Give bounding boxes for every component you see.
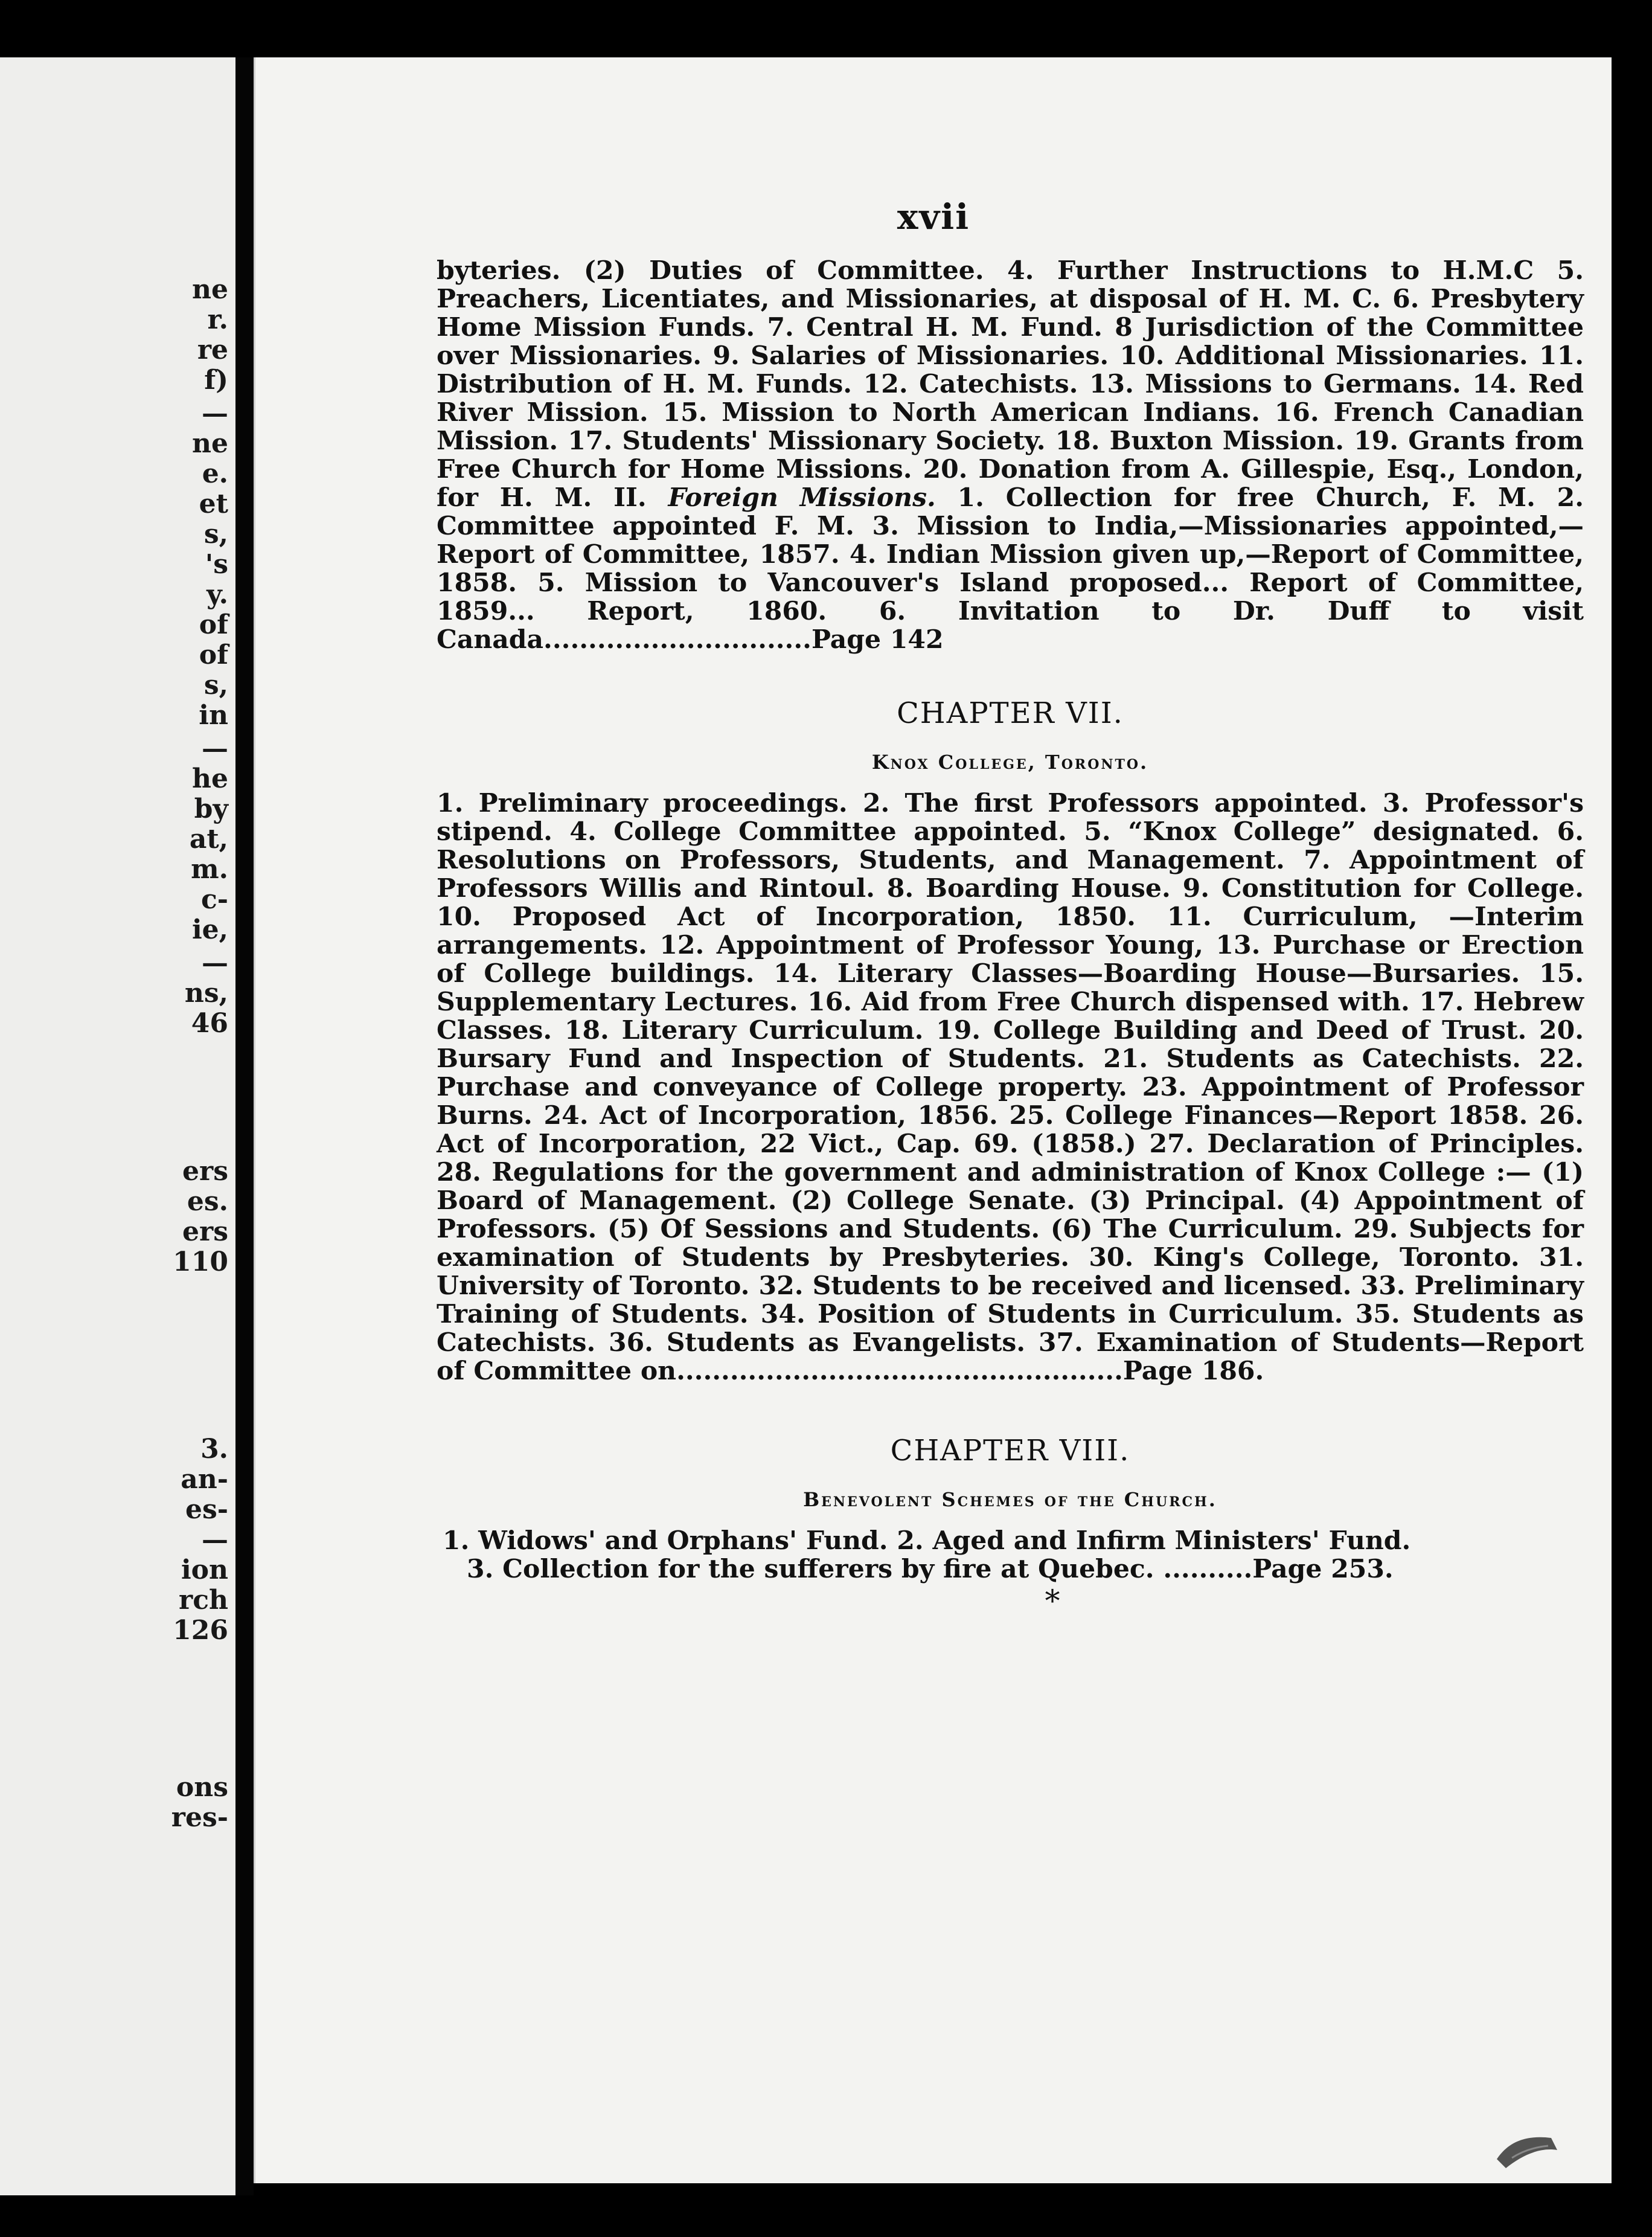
chapter-7-entries: 1. Preliminary proceedings. 2. The first Professors appointed. 3. Professor's stipend. 4. College Committee appointed. 5. “Knox College” designated. 6. Resolutions on Professors, Students, and Management. 7. Appointment of Professors Willis and Rintoul. 8. Boarding House. 9. Constitution for College. 10. Proposed Act of Incorporation, 1850. 11. Curriculum, —Interim arrangements. 12. Appointment of Professor Young, 13. Purchase or Erection of College buildings. 14. Literary Classes—Boarding House—Bursaries. 15. Supplementary Lectures. 16. Aid from Free Church dispensed with. 17. Hebrew Classes. 18. Literary Curriculum. 19. College Building and Deed of Trust. 20. Bursary Fund and Inspection of Students. 21. Students as Catechists. 22. Purchase and conveyance of College property. 23. Appointment of Professor Burns. 24. Act of Incorporation, 1856. 25. College Finances—Report 1858. 26. Act of Incorporation, 22 Vict., Cap. 69. (1858.) 27. Declaration of Principles. 28. Regulations for the government and administration of Knox College :— (1) Board of Management. (2) College Senate. (3) Principal. (4) Appointment of Professors. (5) Of Sessions and Students. (6) The Curriculum. 29. Subjects for examination of Students by Presbyteries. 30. King's College, Toronto. 31. University of Toronto. 32. Students to be received and licensed. 33. Preliminary Training of Students. 34. Position of Students in Curriculum. 35. Students as Catechists. 36. Students as Evangelists. 37. Examination of Students—Report of Committee on..................................................Page 186. bbox=[437, 788, 1584, 1386]
left-page-fragment: in bbox=[199, 700, 228, 731]
left-page-fragment: es. bbox=[187, 1186, 228, 1217]
chapter-8-heading: CHAPTER VIII. bbox=[890, 1434, 1130, 1468]
chapter-8-title: Benevolent Schemes of the Church. bbox=[803, 1488, 1217, 1511]
left-page-fragment: 3. bbox=[200, 1434, 228, 1465]
chapter-7-heading: CHAPTER VII. bbox=[897, 696, 1124, 730]
left-page-fragment: of bbox=[199, 640, 228, 670]
left-page-fragment: 126 bbox=[173, 1615, 228, 1646]
book-gutter bbox=[235, 57, 254, 2195]
left-page-fragment: — bbox=[202, 948, 228, 978]
home-missions-entries bbox=[437, 257, 1584, 654]
left-page-fragment: of bbox=[199, 609, 228, 640]
left-page-fragment: 110 bbox=[173, 1247, 228, 1277]
left-page-fragment: e. bbox=[202, 458, 228, 489]
left-page-fragment: ers bbox=[182, 1156, 228, 1187]
left-page-fragment: rch bbox=[179, 1585, 228, 1616]
left-page-fragment: re bbox=[197, 335, 228, 365]
foreign-missions-label: Foreign Missions. bbox=[668, 483, 936, 513]
left-page-fragment: r. bbox=[207, 304, 228, 335]
chapter-8-line-1: 1. Widows' and Orphans' Fund. 2. Aged and Infirm Ministers' Fund. bbox=[443, 1526, 1411, 1556]
left-page-fragment: es- bbox=[185, 1494, 228, 1525]
home-missions-text: byteries. (2) Duties of Committee. 4. Further Instructions to H.M.C 5. Preachers, Licentiates, and Missionaries, at disposal of H. M. C. 6. Presbytery Home Mission Funds. 7. Central H. M. Fund. 8 Jurisdiction of the Committee over Missionaries. 9. Salaries of Missionaries. 10. Additional Missionaries. 11. Distribution of H. M. Funds. 12. Catechists. 13. Missions to Germans. 14. Red River Mission. 15. Mission to North American Indians. 16. French Canadian Mission. 17. Students' Missionary Society. 18. Buxton Mission. 19. Grants from Free Church for Home Missions. 20. Donation from A. Gillespie, Esq., London, for H. M. II. bbox=[437, 255, 1584, 513]
page-number: xvii bbox=[897, 196, 970, 237]
left-page-fragment: ers bbox=[182, 1216, 228, 1247]
page-corner-smudge-icon bbox=[1491, 2123, 1563, 2171]
right-page bbox=[254, 57, 1612, 2183]
left-page-fragment: by bbox=[194, 794, 228, 824]
left-page-fragment: s, bbox=[203, 670, 228, 701]
left-page-fragment: c- bbox=[200, 884, 228, 915]
left-page-fragment: ion bbox=[181, 1555, 228, 1585]
left-page-fragment: m. bbox=[191, 854, 228, 885]
left-page-fragment: ns, bbox=[184, 978, 228, 1009]
left-page-fragment: ons bbox=[176, 1772, 228, 1803]
left-page-fragment: res- bbox=[171, 1802, 228, 1833]
left-page-fragment: at, bbox=[189, 824, 228, 855]
left-page-fragment: s, bbox=[203, 519, 228, 550]
footer-asterisk: * bbox=[1045, 1584, 1060, 1619]
left-page-fragment: an- bbox=[181, 1464, 228, 1495]
left-page-edge bbox=[0, 57, 235, 2195]
left-page-fragment: he bbox=[192, 763, 228, 794]
left-page-fragment: — bbox=[202, 1524, 228, 1555]
chapter-8-line-2: 3. Collection for the sufferers by fire at Quebec. ..........Page 253. bbox=[467, 1554, 1394, 1584]
chapter-7-title: Knox College, Toronto. bbox=[871, 751, 1149, 774]
foreign-missions-text: 1. Collection for free Church, F. M. 2. Committee appointed F. M. 3. Mission to India,—Missionaries appointed,—Report of Committee, 1857. 4. Indian Mission given up,—Report of Committee, 1858. 5. Mission to Vancouver's Island proposed... Report of Committee, 1859... Report, 1860. 6. Invitation to Dr. Duff to visit Canada..............................Page 142 bbox=[437, 483, 1584, 655]
left-page-fragment: 46 bbox=[191, 1008, 228, 1039]
left-page-fragment: et bbox=[199, 489, 228, 519]
left-page-fragment: f) bbox=[204, 365, 228, 396]
left-page-fragment: y. bbox=[206, 579, 228, 610]
left-page-fragment: — bbox=[202, 398, 228, 429]
left-page-fragment: — bbox=[202, 733, 228, 764]
left-page-fragment: ne bbox=[192, 274, 228, 305]
left-page-fragment: ie, bbox=[191, 914, 228, 945]
toc-content bbox=[437, 257, 1584, 1619]
left-page-fragment: ne bbox=[192, 428, 228, 459]
left-page-fragment: 's bbox=[205, 549, 228, 580]
